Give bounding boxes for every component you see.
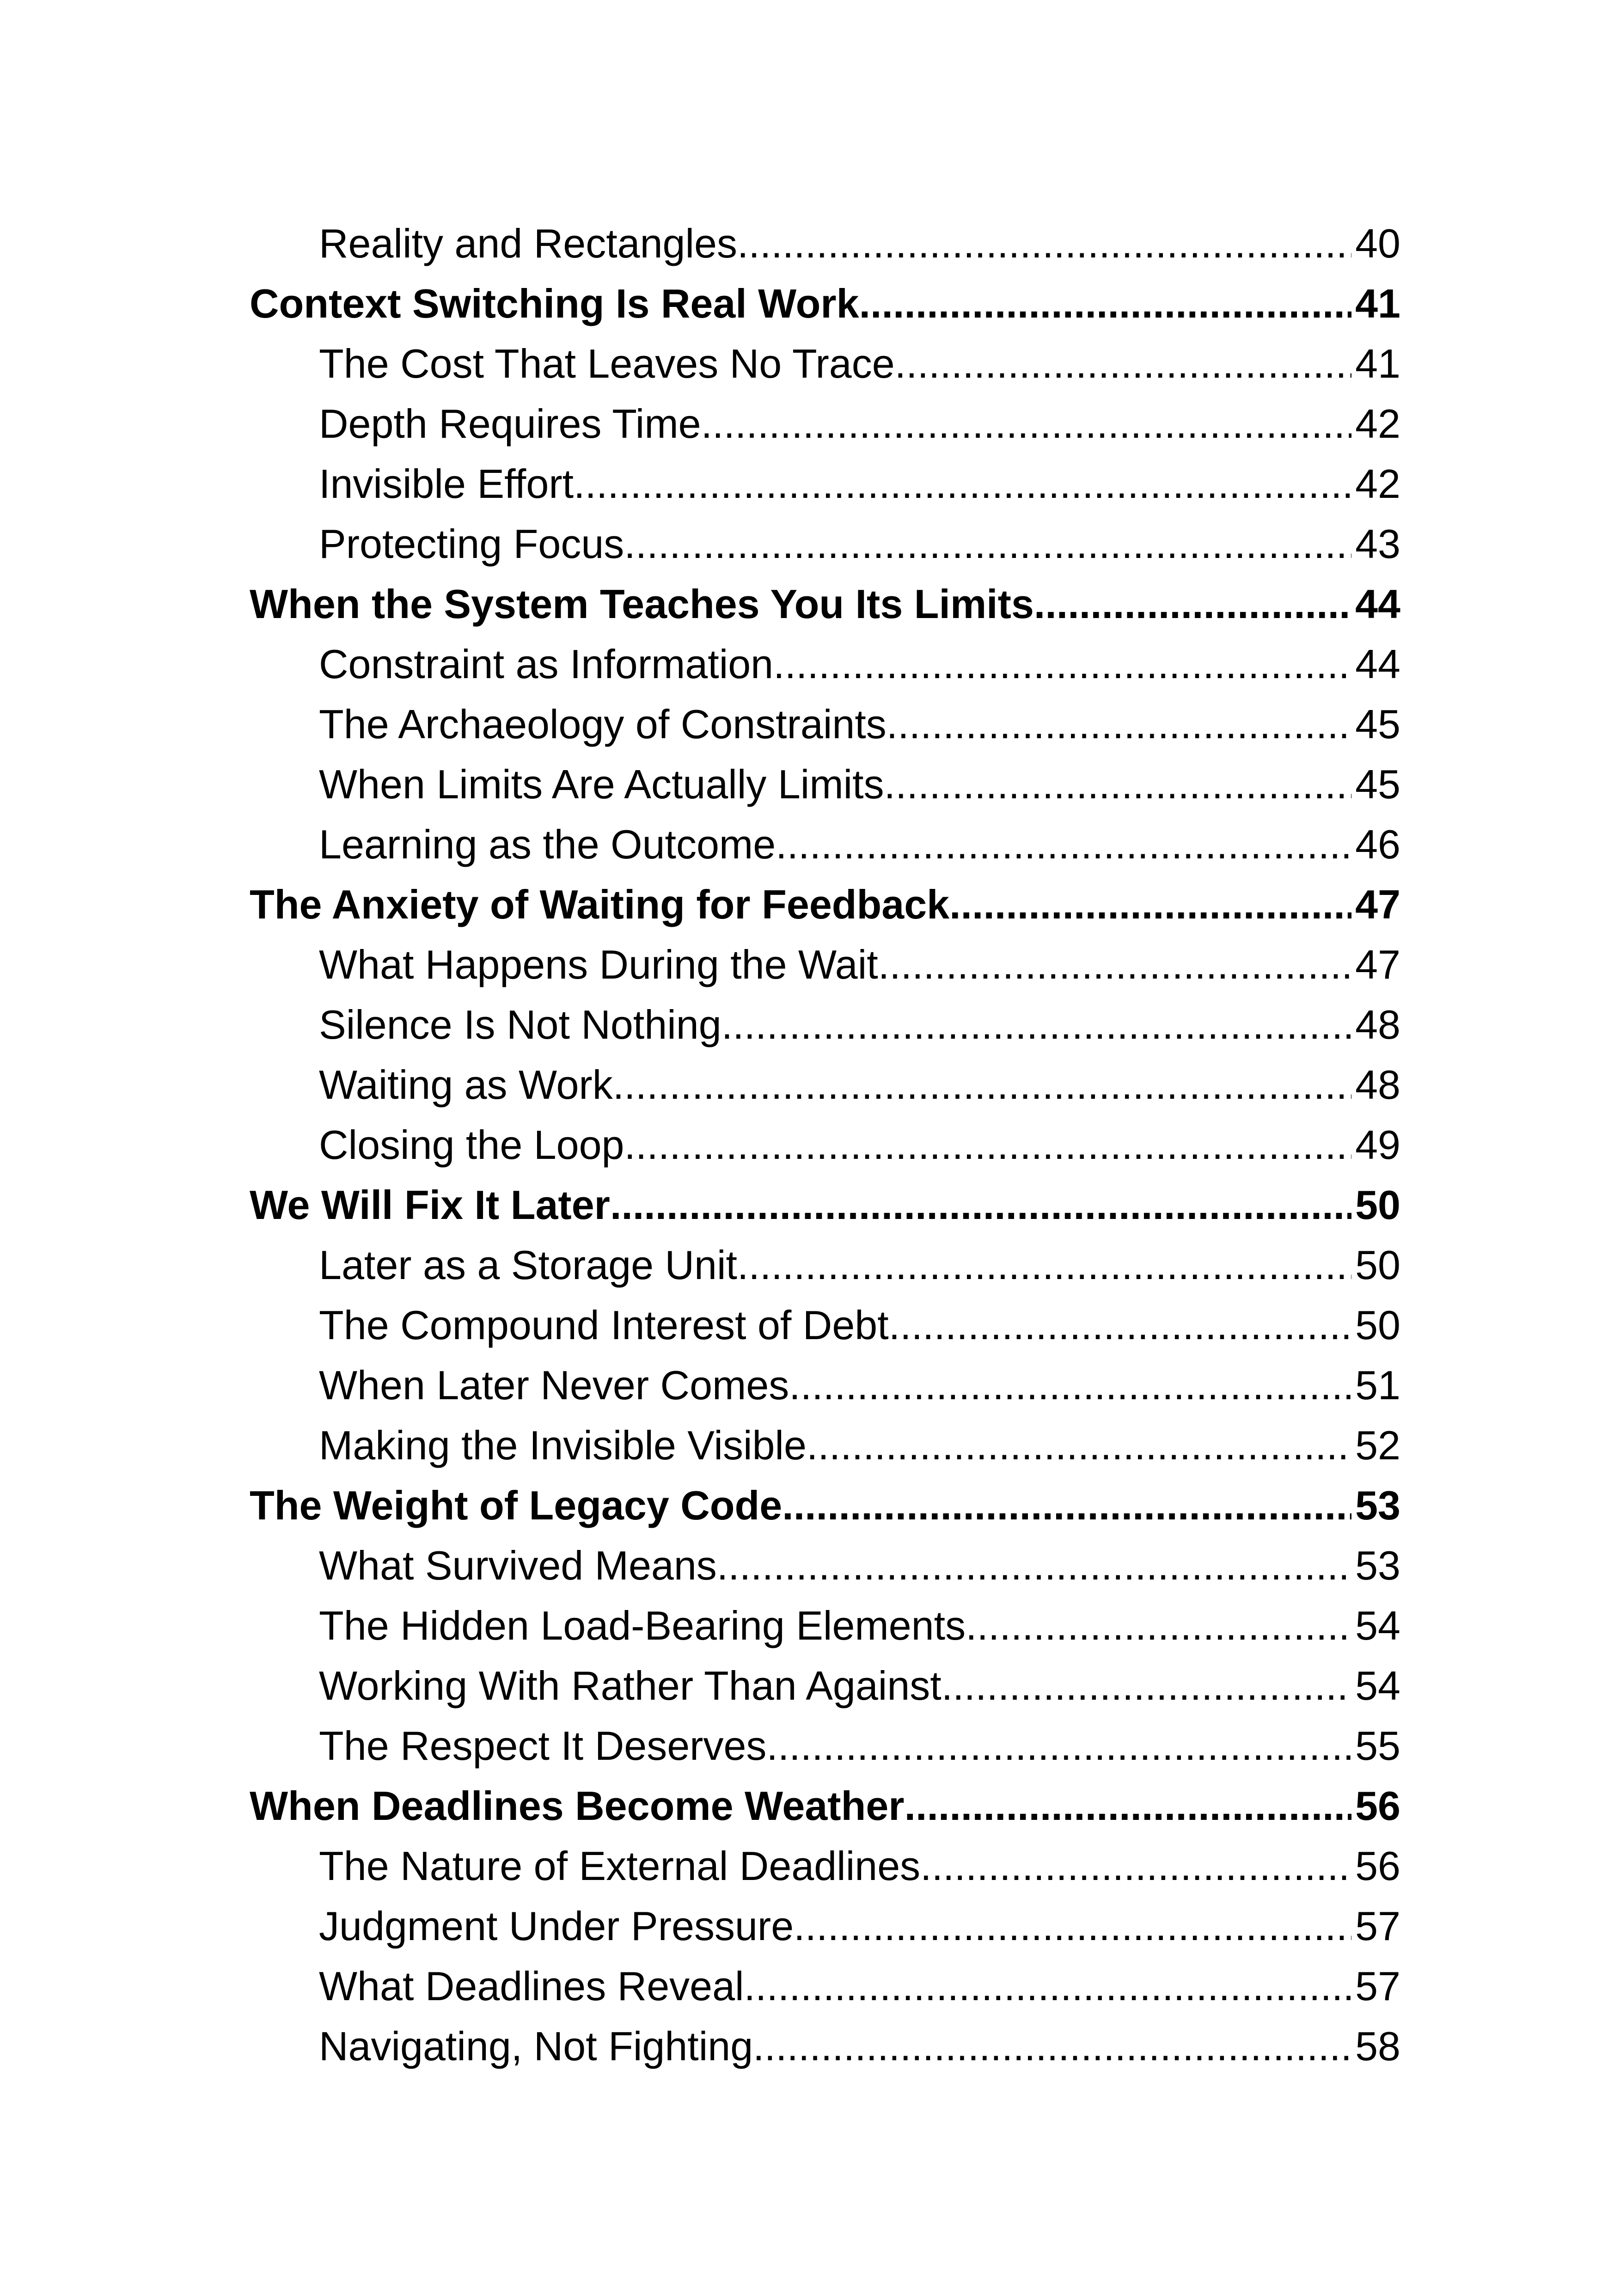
toc-page-number: 54 xyxy=(1355,1603,1400,1648)
toc-dot-leader xyxy=(884,754,1351,814)
toc-section-entry[interactable] xyxy=(250,1716,1400,1776)
toc-page-number: 51 xyxy=(1355,1362,1400,1408)
toc-page-number: 50 xyxy=(1355,1242,1400,1288)
toc-section-entry[interactable] xyxy=(250,454,1400,514)
toc-page-number: 42 xyxy=(1355,401,1400,447)
toc-page-number: 49 xyxy=(1355,1122,1400,1168)
toc-chapter-entry[interactable] xyxy=(250,574,1400,634)
toc-chapter-entry[interactable] xyxy=(250,1175,1400,1235)
toc-entry-title: Waiting as Work xyxy=(319,1062,613,1108)
toc-dot-leader xyxy=(766,1716,1351,1776)
toc-dot-leader xyxy=(776,814,1351,875)
toc-entry-title: What Happens During the Wait xyxy=(319,942,878,987)
toc-page-number: 47 xyxy=(1355,942,1400,987)
toc-page-number: 58 xyxy=(1355,2023,1400,2069)
toc-entry-title: When Later Never Comes xyxy=(319,1362,789,1408)
toc-entry-title: The Compound Interest of Debt xyxy=(319,1302,889,1348)
toc-dot-leader xyxy=(889,1295,1351,1355)
toc-entry-title: When Limits Are Actually Limits xyxy=(319,761,884,807)
toc-section-entry[interactable] xyxy=(250,814,1400,875)
toc-dot-leader xyxy=(878,935,1351,995)
toc-entry-title: Judgment Under Pressure xyxy=(319,1903,794,1949)
toc-entry-title: Protecting Focus xyxy=(319,521,624,567)
toc-dot-leader xyxy=(886,694,1351,754)
toc-page-number: 44 xyxy=(1355,641,1400,687)
toc-entry-title: Constraint as Information xyxy=(319,641,774,687)
toc-section-entry[interactable] xyxy=(250,754,1400,814)
toc-section-entry[interactable] xyxy=(250,1596,1400,1656)
toc-dot-leader xyxy=(717,1536,1351,1596)
toc-dot-leader xyxy=(807,1415,1351,1476)
toc-entry-title: We Will Fix It Later xyxy=(250,1182,610,1228)
toc-entry-title: When the System Teaches You Its Limits xyxy=(250,581,1034,627)
toc-entry-title: What Deadlines Reveal xyxy=(319,1963,744,2009)
toc-section-entry[interactable] xyxy=(250,1355,1400,1415)
toc-page-number: 48 xyxy=(1355,1002,1400,1047)
toc-dot-leader xyxy=(920,1836,1351,1896)
toc-dot-leader xyxy=(574,454,1351,514)
toc-section-entry[interactable] xyxy=(250,634,1400,694)
toc-entry-title: Reality and Rectangles xyxy=(319,220,737,266)
table-of-contents xyxy=(250,214,1400,2076)
toc-chapter-entry[interactable] xyxy=(250,274,1400,334)
toc-page-number: 45 xyxy=(1355,761,1400,807)
toc-section-entry[interactable] xyxy=(250,2016,1400,2076)
toc-page-number: 54 xyxy=(1355,1663,1400,1708)
toc-section-entry[interactable] xyxy=(250,514,1400,574)
toc-page-number: 56 xyxy=(1355,1783,1400,1829)
toc-chapter-entry[interactable] xyxy=(250,875,1400,935)
toc-page-number: 44 xyxy=(1355,581,1400,627)
toc-dot-leader xyxy=(721,995,1351,1055)
toc-chapter-entry[interactable] xyxy=(250,1476,1400,1536)
toc-dot-leader xyxy=(895,334,1351,394)
toc-page-number: 57 xyxy=(1355,1903,1400,1949)
toc-entry-title: Later as a Storage Unit xyxy=(319,1242,737,1288)
toc-dot-leader xyxy=(949,875,1351,935)
toc-section-entry[interactable] xyxy=(250,1055,1400,1115)
toc-section-entry[interactable] xyxy=(250,935,1400,995)
toc-entry-title: Silence Is Not Nothing xyxy=(319,1002,721,1047)
toc-page-number: 53 xyxy=(1355,1482,1400,1528)
toc-page-number: 43 xyxy=(1355,521,1400,567)
toc-page-number: 40 xyxy=(1355,220,1400,266)
toc-dot-leader xyxy=(737,214,1351,274)
toc-dot-leader xyxy=(737,1235,1351,1295)
toc-entry-title: The Anxiety of Waiting for Feedback xyxy=(250,882,950,927)
toc-section-entry[interactable] xyxy=(250,694,1400,754)
toc-section-entry[interactable] xyxy=(250,394,1400,454)
toc-entry-title: What Survived Means xyxy=(319,1543,717,1588)
toc-section-entry[interactable] xyxy=(250,1415,1400,1476)
toc-page-number: 41 xyxy=(1355,281,1400,326)
toc-page-number: 45 xyxy=(1355,701,1400,747)
toc-dot-leader xyxy=(744,1956,1351,2016)
toc-section-entry[interactable] xyxy=(250,1896,1400,1956)
toc-dot-leader xyxy=(905,1776,1351,1836)
toc-section-entry[interactable] xyxy=(250,1656,1400,1716)
toc-entry-title: The Hidden Load-Bearing Elements xyxy=(319,1603,966,1648)
toc-entry-title: Learning as the Outcome xyxy=(319,821,776,867)
toc-section-entry[interactable] xyxy=(250,1235,1400,1295)
toc-dot-leader xyxy=(1034,574,1351,634)
toc-entry-title: The Archaeology of Constraints xyxy=(319,701,886,747)
toc-dot-leader xyxy=(789,1355,1351,1415)
toc-page-number: 50 xyxy=(1355,1182,1400,1228)
toc-section-entry[interactable] xyxy=(250,1295,1400,1355)
toc-dot-leader xyxy=(624,514,1351,574)
toc-entry-title: The Cost That Leaves No Trace xyxy=(319,341,895,386)
toc-section-entry[interactable] xyxy=(250,1956,1400,2016)
toc-dot-leader xyxy=(610,1175,1351,1235)
toc-section-entry[interactable] xyxy=(250,995,1400,1055)
toc-dot-leader xyxy=(701,394,1351,454)
toc-dot-leader xyxy=(753,2016,1351,2076)
toc-entry-title: When Deadlines Become Weather xyxy=(250,1783,905,1829)
toc-page-number: 41 xyxy=(1355,341,1400,386)
toc-dot-leader xyxy=(613,1055,1351,1115)
toc-dot-leader xyxy=(859,274,1351,334)
toc-page-number: 52 xyxy=(1355,1422,1400,1468)
toc-page-number: 57 xyxy=(1355,1963,1400,2009)
toc-page-number: 53 xyxy=(1355,1543,1400,1588)
toc-page-number: 47 xyxy=(1355,882,1400,927)
toc-dot-leader xyxy=(624,1115,1351,1175)
toc-entry-title: Invisible Effort xyxy=(319,461,574,507)
toc-entry-title: Depth Requires Time xyxy=(319,401,701,447)
toc-page-number: 55 xyxy=(1355,1723,1400,1769)
toc-dot-leader xyxy=(782,1476,1351,1536)
toc-entry-title: Navigating, Not Fighting xyxy=(319,2023,753,2069)
toc-dot-leader xyxy=(942,1656,1351,1716)
toc-page-number: 46 xyxy=(1355,821,1400,867)
toc-section-entry[interactable] xyxy=(250,1536,1400,1596)
toc-entry-title: Context Switching Is Real Work xyxy=(250,281,859,326)
toc-dot-leader xyxy=(966,1596,1351,1656)
toc-entry-title: The Nature of External Deadlines xyxy=(319,1843,921,1889)
toc-entry-title: Making the Invisible Visible xyxy=(319,1422,807,1468)
toc-section-entry[interactable] xyxy=(250,1115,1400,1175)
toc-entry-title: The Respect It Deserves xyxy=(319,1723,767,1769)
toc-section-entry[interactable] xyxy=(250,214,1400,274)
toc-page-number: 42 xyxy=(1355,461,1400,507)
toc-section-entry[interactable] xyxy=(250,334,1400,394)
toc-page-number: 48 xyxy=(1355,1062,1400,1108)
toc-entry-title: Closing the Loop xyxy=(319,1122,624,1168)
toc-page-number: 56 xyxy=(1355,1843,1400,1889)
toc-chapter-entry[interactable] xyxy=(250,1776,1400,1836)
toc-entry-title: Working With Rather Than Against xyxy=(319,1663,942,1708)
toc-entry-title: The Weight of Legacy Code xyxy=(250,1482,783,1528)
toc-section-entry[interactable] xyxy=(250,1836,1400,1896)
toc-dot-leader xyxy=(773,634,1351,694)
toc-dot-leader xyxy=(794,1896,1351,1956)
toc-page-number: 50 xyxy=(1355,1302,1400,1348)
